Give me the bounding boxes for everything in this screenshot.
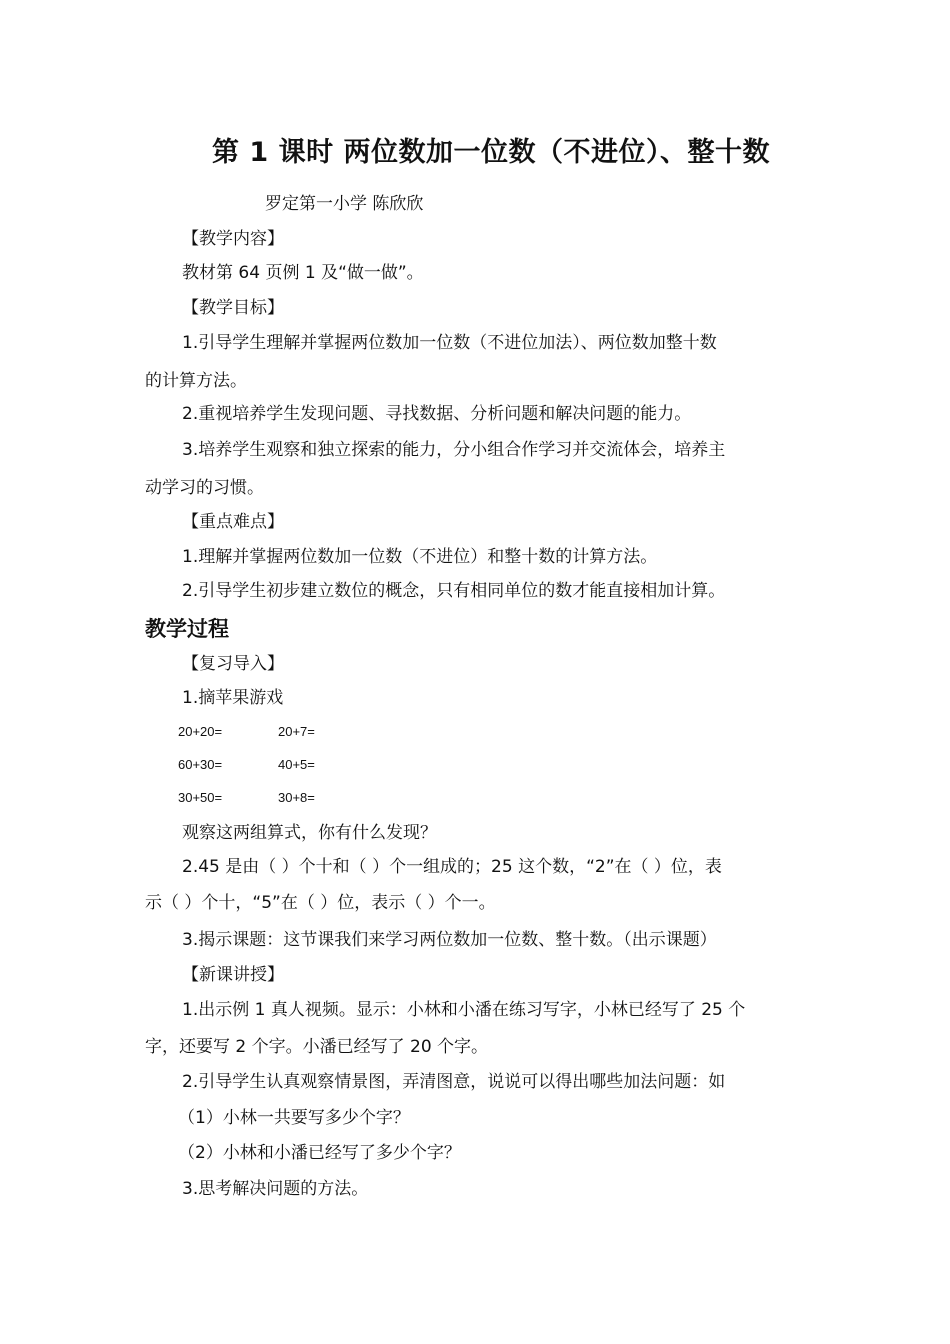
expression: 30+8=	[278, 790, 315, 805]
key-point-1: 1.理解并掌握两位数加一位数（不进位）和整十数的计算方法。	[182, 547, 658, 567]
section-heading-new-lesson: 【新课讲授】	[182, 965, 284, 985]
process-heading: 教学过程	[145, 617, 229, 641]
expression: 30+50=	[178, 790, 223, 805]
new-item-1-line-1: 1.出示例 1 真人视频。显示：小林和小潘在练习写字，小林已经写了 25 个	[182, 1000, 746, 1020]
review-item-2-line-2: 示（ ）个十，“5”在（ ）位，表示（ ）个一。	[145, 893, 496, 913]
review-item-1: 1.摘苹果游戏	[182, 688, 284, 708]
goal-1-line-1: 1.引导学生理解并掌握两位数加一位数（不进位加法）、两位数加整十数	[182, 333, 717, 353]
expression: 40+5=	[278, 757, 315, 772]
goal-1-line-2: 的计算方法。	[145, 371, 247, 391]
goal-3-line-2: 动学习的习惯。	[145, 478, 264, 498]
review-item-3: 3.揭示课题：这节课我们来学习两位数加一位数、整十数。（出示课题）	[182, 930, 717, 950]
expression: 20+20=	[178, 724, 223, 739]
author-line: 罗定第一小学 陈欣欣	[265, 194, 424, 214]
section-heading-content: 【教学内容】	[182, 229, 284, 249]
page-title: 第 1 课时 两位数加一位数（不进位）、整十数	[212, 137, 770, 168]
question-2: （2）小林和小潘已经写了多少个字？	[178, 1143, 461, 1163]
observe-question: 观察这两组算式，你有什么发现？	[182, 823, 437, 843]
question-1: （1）小林一共要写多少个字？	[178, 1108, 410, 1128]
new-item-2: 2.引导学生认真观察情景图，弄清图意，说说可以得出哪些加法问题：如	[182, 1072, 726, 1092]
content-text: 教材第 64 页例 1 及“做一做”。	[182, 263, 424, 283]
goal-3-line-1: 3.培养学生观察和独立探索的能力，分小组合作学习并交流体会，培养主	[182, 440, 726, 460]
section-heading-goals: 【教学目标】	[182, 298, 284, 318]
new-item-3: 3.思考解决问题的方法。	[182, 1179, 369, 1199]
section-heading-key-points: 【重点难点】	[182, 512, 284, 532]
goal-2: 2.重视培养学生发现问题、寻找数据、分析问题和解决问题的能力。	[182, 404, 692, 424]
new-item-1-line-2: 字，还要写 2 个字。小潘已经写了 20 个字。	[145, 1037, 489, 1057]
expression: 60+30=	[178, 757, 223, 772]
key-point-2: 2.引导学生初步建立数位的概念，只有相同单位的数才能直接相加计算。	[182, 581, 726, 601]
review-item-2-line-1: 2.45 是由（ ）个十和（ ）个一组成的；25 这个数，“2”在（ ）位，表	[182, 857, 722, 877]
expression: 20+7=	[278, 724, 315, 739]
section-heading-review: 【复习导入】	[182, 654, 284, 674]
